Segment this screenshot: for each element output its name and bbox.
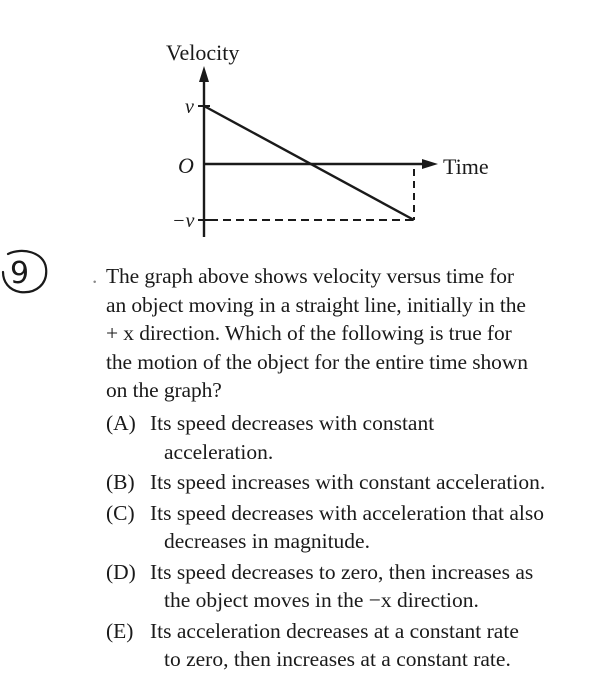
stem-line: the motion of the object for the entire time shown <box>106 349 528 374</box>
choice-text-line2: the object moves in the −x direction. <box>164 588 479 612</box>
stray-mark: . <box>92 264 98 288</box>
choice-a[interactable] <box>106 409 611 466</box>
stem-line: The graph above shows velocity versus time for <box>106 264 514 288</box>
choice-text-line1: Its acceleration decreases at a constant rate <box>150 618 519 643</box>
tick-label-neg-v: −v <box>172 210 195 232</box>
choice-letter: (B) <box>106 470 135 494</box>
tick-label-origin: O <box>178 153 194 178</box>
stem-line: + x direction. Which of the following is true for <box>106 321 512 345</box>
y-axis-arrow <box>199 66 209 82</box>
stem-line: an object moving in a straight line, initially in the <box>106 292 526 317</box>
choice-c[interactable] <box>106 499 611 556</box>
answer-choices <box>106 409 611 676</box>
choice-letter: (A) <box>106 411 136 435</box>
x-axis-arrow <box>422 159 438 169</box>
choice-text-line2: acceleration. <box>164 439 274 464</box>
velocity-time-graph <box>0 0 614 250</box>
choice-text-line1: Its speed decreases to zero, then increases as <box>150 559 534 584</box>
choice-d[interactable] <box>106 558 611 615</box>
tick-label-v: v <box>185 96 194 118</box>
choice-text-line1: Its speed increases with constant acceleration. <box>150 470 546 494</box>
choice-letter: (D) <box>106 559 136 584</box>
choice-letter: (E) <box>106 618 134 643</box>
choice-text-line2: decreases in magnitude. <box>164 529 370 553</box>
choice-text-line1: Its speed decreases with constant <box>150 411 435 435</box>
question-stem <box>106 262 596 405</box>
choice-text-line2: to zero, then increases at a constant rate. <box>164 647 511 671</box>
choice-text-line1: Its speed decreases with acceleration that also <box>150 500 544 525</box>
question-number-circle <box>0 246 52 298</box>
choice-b[interactable] <box>106 468 611 497</box>
stem-line: on the graph? <box>106 378 222 402</box>
y-axis-label: Velocity <box>166 40 240 65</box>
choice-e[interactable] <box>106 617 611 674</box>
x-axis-label: Time <box>443 154 489 179</box>
choice-letter: (C) <box>106 500 135 525</box>
question-number: 9 <box>10 256 30 291</box>
